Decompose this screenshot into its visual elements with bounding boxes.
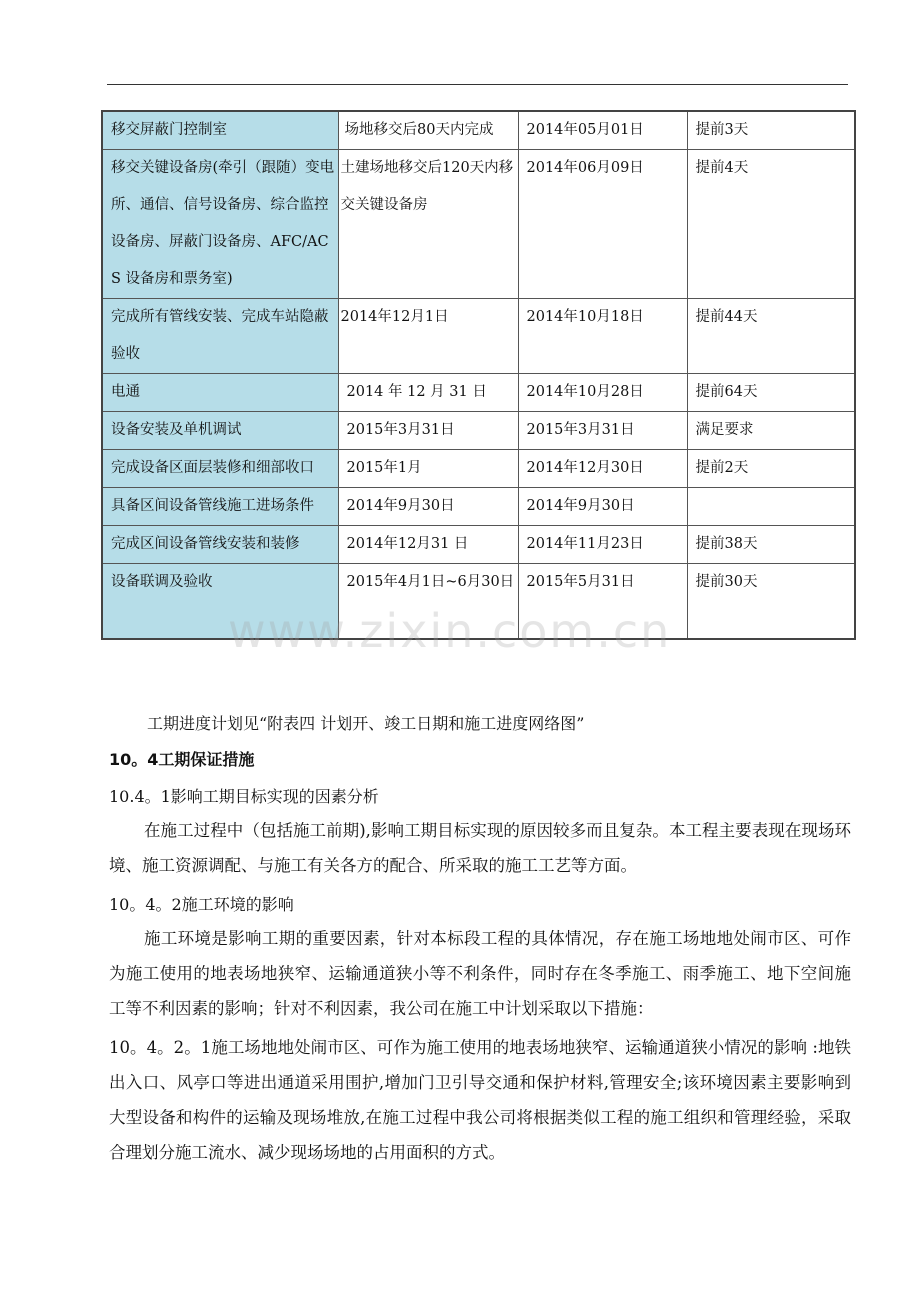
table-row xyxy=(102,111,855,150)
table-cell-planned: 2014年11月23日 xyxy=(518,526,687,564)
table-cell-task: 设备联调及验收 xyxy=(102,564,338,640)
watermark: www.zixin.com.cn xyxy=(228,604,672,658)
table-cell-status: 提前30天 xyxy=(687,564,855,640)
table-cell-status: 提前44天 xyxy=(687,299,855,374)
table-cell-task: 移交关键设备房(牵引（跟随）变电所、通信、信号设备房、综合监控设备房、屏蔽门设备房、AFC/ACS 设备房和票务室) xyxy=(102,150,338,299)
paragraph-factors: 在施工过程中（包括施工前期),影响工期目标实现的原因较多而且复杂。本工程主要表现在现场环境、施工资源调配、与施工有关各方的配合、所采取的施工工艺等方面。 xyxy=(109,821,851,875)
table-cell-task: 完成设备区面层装修和细部收口 xyxy=(102,450,338,488)
table-row xyxy=(102,450,855,488)
table-cell-requirement xyxy=(338,111,518,150)
table-cell-requirement xyxy=(338,374,518,412)
table-cell-status: 提前2天 xyxy=(687,450,855,488)
table-row xyxy=(102,564,855,640)
table-cell-planned: 2015年5月31日 xyxy=(518,564,687,640)
table-cell-requirement xyxy=(338,488,518,526)
table-cell-status: 提前4天 xyxy=(687,150,855,299)
table-cell-planned: 2015年3月31日 xyxy=(518,412,687,450)
table-cell-planned: 2014年10月28日 xyxy=(518,374,687,412)
table-row xyxy=(102,412,855,450)
table-cell-task: 电通 xyxy=(102,374,338,412)
subsection-title-factors: 10.4。1影响工期目标实现的因素分析 xyxy=(109,787,379,806)
requirement-text: 2014 年 12 月 31 日 xyxy=(346,384,487,400)
requirement-text: 2014年9月30日 xyxy=(346,498,455,514)
table-cell-task: 具备区间设备管线施工进场条件 xyxy=(102,488,338,526)
table-row xyxy=(102,299,855,374)
table-cell-planned: 2014年10月18日 xyxy=(518,299,687,374)
table-cell-task: 设备安装及单机调试 xyxy=(102,412,338,450)
table-cell-requirement: 土建场地移交后120天内移交关键设备房 xyxy=(338,150,518,299)
table-cell-task: 完成区间设备管线安装和装修 xyxy=(102,526,338,564)
table-cell-task: 完成所有管线安装、完成车站隐蔽验收 xyxy=(102,299,338,374)
table-row xyxy=(102,374,855,412)
table-cell-status: 提前64天 xyxy=(687,374,855,412)
schedule-table xyxy=(101,110,856,640)
table-cell-status: 提前38天 xyxy=(687,526,855,564)
requirement-text: 2015年3月31日 xyxy=(346,422,455,438)
table-cell-status: 提前3天 xyxy=(687,111,855,150)
requirement-text: 2014年12月31 日 xyxy=(346,536,469,552)
table-cell-planned: 2014年05月01日 xyxy=(518,111,687,150)
schedule-note: 工期进度计划见“附表四 计划开、竣工日期和施工进度网络图” xyxy=(147,714,585,733)
table-cell-planned: 2014年12月30日 xyxy=(518,450,687,488)
table-row xyxy=(102,150,855,299)
table-row xyxy=(102,488,855,526)
header-rule xyxy=(107,84,848,85)
section-title: 10。4工期保证措施 xyxy=(109,750,255,769)
table-row xyxy=(102,526,855,564)
requirement-text: 2015年1月 xyxy=(346,460,422,476)
table-cell-status xyxy=(687,488,855,526)
table-cell-status: 满足要求 xyxy=(687,412,855,450)
table-cell-requirement: 2014年12月1日 xyxy=(338,299,518,374)
paragraph-site-measures: 10。4。2。1施工场地地处闹市区、可作为施工使用的地表场地狭窄、运输通道狭小情况的影响 :地铁出入口、风亭口等进出通道采用围护,增加门卫引导交通和保护材料,管理安全;该环境因素主要影响到大型设备和构件的运输及现场堆放,在施工过程中我公司将根据类似工程的施工组织和管理经验，采取合理划分施工流水、减少现场场地的占用面积的方式。 xyxy=(109,1038,851,1162)
table-cell-planned: 2014年06月09日 xyxy=(518,150,687,299)
table-cell-requirement: 2015年4月1日~6月30日 xyxy=(338,564,518,640)
table-cell-planned: 2014年9月30日 xyxy=(518,488,687,526)
subsection-title-environment: 10。4。2施工环境的影响 xyxy=(109,895,294,914)
table-cell-requirement xyxy=(338,450,518,488)
table-cell-requirement xyxy=(338,526,518,564)
requirement-text: 场地移交后80天内完成 xyxy=(344,122,494,138)
paragraph-environment: 施工环境是影响工期的重要因素，针对本标段工程的具体情况，存在施工场地地处闹市区、可作为施工使用的地表场地狭窄、运输通道狭小等不利条件，同时存在冬季施工、雨季施工、地下空间施工等不利因素的影响；针对不利因素，我公司在施工中计划采取以下措施： xyxy=(109,929,851,1018)
table-cell-requirement xyxy=(338,412,518,450)
table-cell-task: 移交屏蔽门控制室 xyxy=(102,111,338,150)
